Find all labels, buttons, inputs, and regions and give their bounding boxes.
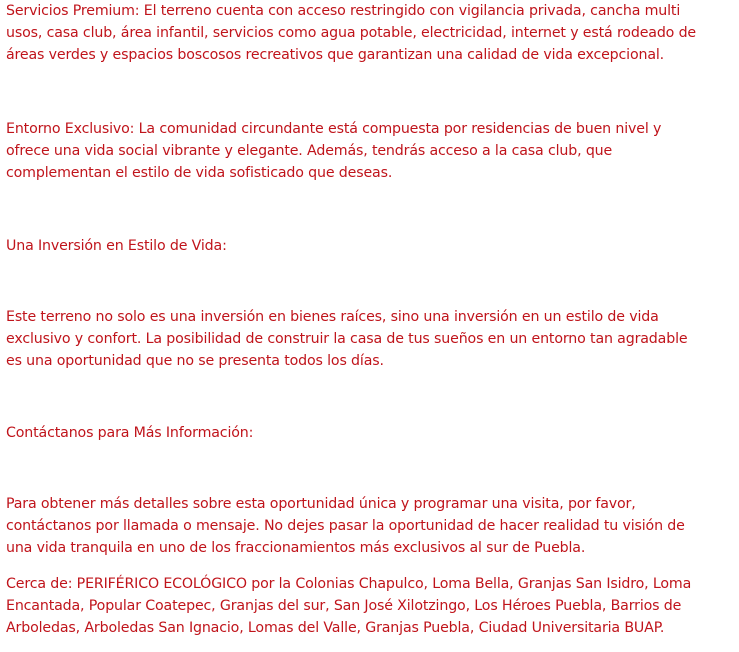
heading-inversion	[6, 235, 737, 257]
text-line: contáctanos por llamada o mensaje. No dejes pasar la oportunidad de hacer realidad tu visión de	[6, 518, 685, 535]
paragraph-servicios-premium	[6, 0, 737, 67]
heading-contacto	[6, 422, 737, 444]
text-line: Cerca de: PERIFÉRICO ECOLÓGICO por la Colonias Chapulco, Loma Bella, Granjas San Isidro, Loma	[6, 576, 692, 592]
text-line: Una Inversión en Estilo de Vida:	[6, 238, 227, 254]
text-line: áreas verdes y espacios boscosos recreativos que garantizan una calidad de vida excepcional.	[6, 47, 665, 64]
text-line: Este terreno no solo es una inversión en bienes raíces, sino una inversión en un estilo de vida	[6, 309, 659, 325]
text-line: una vida tranquila en uno de los fraccionamientos más exclusivos al sur de Puebla.	[6, 540, 586, 557]
paragraph-contacto	[6, 493, 737, 560]
text-line: es una oportunidad que no se presenta todos los días.	[6, 353, 384, 370]
text-line: Encantada, Popular Coatepec, Granjas del sur, San José Xilotzingo, Los Héroes Puebla, Barrios de	[6, 598, 682, 615]
paragraph-cerca-de	[6, 573, 737, 640]
paragraph-inversion	[6, 306, 737, 373]
text-line: Para obtener más detalles sobre esta oportunidad única y programar una visita, por favor,	[6, 496, 636, 512]
text-line: exclusivo y confort. La posibilidad de construir la casa de tus sueños en un entorno tan agradable	[6, 331, 688, 348]
text-line: Contáctanos para Más Información:	[6, 425, 254, 441]
text-line: Servicios Premium: El terreno cuenta con acceso restringido con vigilancia privada, cancha multi	[6, 3, 681, 19]
text-line: usos, casa club, área infantil, servicios como agua potable, electricidad, internet y está rodeado de	[6, 25, 696, 42]
text-line: complementan el estilo de vida sofisticado que deseas.	[6, 165, 393, 182]
text-line: ofrece una vida social vibrante y elegante. Además, tendrás acceso a la casa club, que	[6, 143, 613, 160]
text-line: Arboledas, Arboledas San Ignacio, Lomas del Valle, Granjas Puebla, Ciudad Universitaria BUAP.	[6, 620, 665, 637]
text-line: Entorno Exclusivo: La comunidad circundante está compuesta por residencias de buen nivel y	[6, 121, 662, 137]
paragraph-entorno-exclusivo	[6, 118, 737, 185]
